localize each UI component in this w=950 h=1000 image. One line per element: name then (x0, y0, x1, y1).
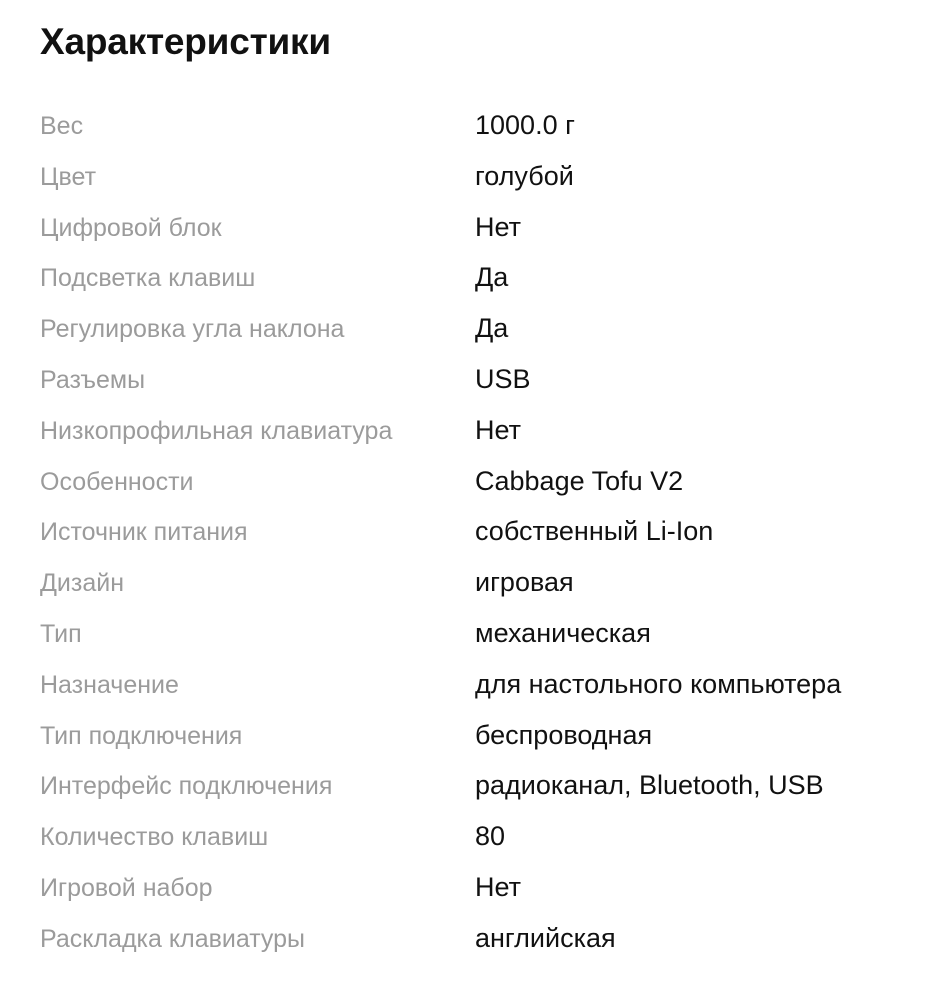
spec-value: беспроводная (475, 719, 653, 750)
spec-value: Да (475, 313, 509, 344)
spec-row-type (40, 613, 940, 664)
spec-value: Нет (475, 414, 521, 445)
spec-row-connectors (40, 359, 940, 410)
spec-label: Разъемы (40, 365, 146, 394)
spec-label: Количество клавиш (40, 823, 269, 852)
spec-value: английская (475, 922, 616, 953)
spec-row-key-count (40, 816, 940, 867)
spec-label: Регулировка угла наклона (40, 315, 345, 344)
spec-label: Вес (40, 112, 84, 140)
spec-value: Нет (475, 211, 521, 242)
spec-label: Игровой набор (40, 873, 213, 902)
spec-label: Подсветка клавиш (40, 264, 256, 293)
spec-label: Раскладка клавиатуры (40, 924, 306, 953)
spec-row-design (40, 562, 940, 613)
spec-label: Дизайн (40, 569, 125, 598)
spec-value: 80 (475, 821, 506, 852)
spec-value: голубой (475, 160, 574, 191)
spec-label: Тип (40, 619, 82, 648)
spec-value: 1000.0 г (475, 110, 575, 140)
spec-label: Назначение (40, 670, 179, 699)
spec-value: радиоканал, Bluetooth, USB (475, 770, 824, 801)
spec-value: Да (475, 262, 509, 293)
spec-label: Низкопрофильная клавиатура (40, 416, 393, 445)
spec-row-color (40, 156, 940, 207)
spec-row-backlight (40, 257, 940, 308)
spec-row-low-profile (40, 410, 940, 461)
spec-row-features (40, 461, 940, 512)
spec-label: Тип подключения (40, 721, 243, 750)
spec-label: Источник питания (40, 518, 248, 547)
spec-label: Интерфейс подключения (40, 772, 333, 801)
spec-row-connection-interface (40, 765, 940, 816)
spec-row-layout (40, 918, 940, 969)
spec-row-numpad (40, 207, 940, 258)
spec-row-purpose (40, 664, 940, 715)
spec-value: игровая (475, 567, 574, 598)
spec-value: механическая (475, 617, 651, 648)
spec-value: собственный Li-Ion (475, 516, 714, 547)
spec-label: Цифровой блок (40, 213, 222, 242)
spec-row-connection-type (40, 715, 940, 766)
spec-label: Особенности (40, 467, 194, 496)
spec-row-gaming-set (40, 867, 940, 918)
spec-list (40, 105, 940, 969)
spec-row-power-source (40, 511, 940, 562)
spec-value: Нет (475, 871, 521, 902)
spec-label: Цвет (40, 162, 97, 191)
spec-value: Cabbage Tofu V2 (475, 465, 684, 496)
spec-row-weight (40, 105, 940, 156)
spec-value: USB (475, 363, 531, 394)
spec-value: для настольного компьютера (475, 668, 842, 699)
section-title: Характеристики (40, 21, 331, 62)
spec-row-tilt-adjustment (40, 308, 940, 359)
